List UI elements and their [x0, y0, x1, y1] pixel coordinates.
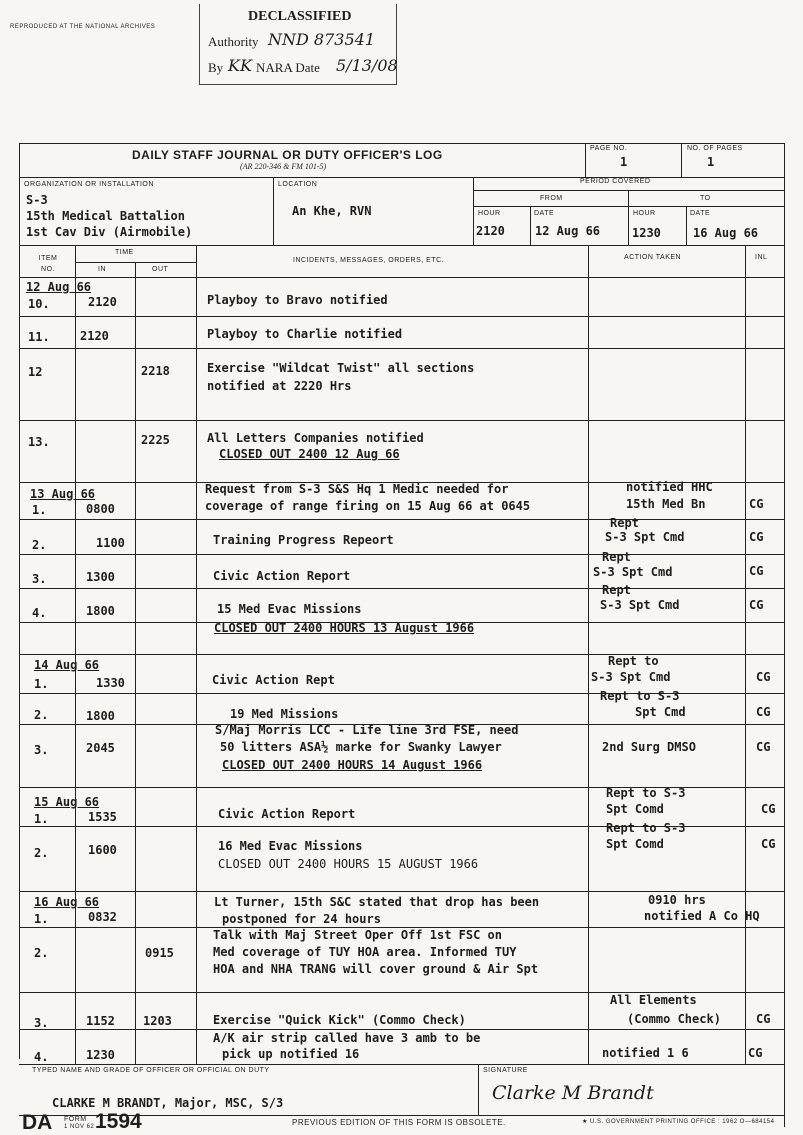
from-date-label: DATE	[534, 210, 555, 217]
incident-text: Playboy to Charlie notified	[207, 327, 403, 341]
obsolete-note: PREVIOUS EDITION OF THIS FORM IS OBSOLETE.	[292, 1118, 506, 1127]
day-header-13-aug: 13 Aug 66	[30, 487, 96, 501]
time-in: 1300	[86, 570, 115, 584]
closed-out-line: CLOSED OUT 2400 HOURS 14 August 1966	[222, 758, 483, 772]
time-out: 1203	[143, 1014, 172, 1028]
action-taken: Rept	[602, 583, 631, 597]
action-taken-cont: Spt Comd	[606, 837, 664, 851]
action-taken: Rept to	[608, 654, 659, 668]
time-in: 0832	[88, 910, 117, 924]
time-in: 1230	[86, 1048, 115, 1062]
action-taken: Rept to S-3	[606, 786, 686, 800]
from-date-value: 12 Aug 66	[535, 224, 601, 238]
by-label: By	[208, 60, 224, 75]
action-taken-cont: notified A Co HQ	[644, 909, 760, 923]
action-taken-cont: S-3 Spt Cmd	[605, 530, 685, 544]
to-hour-value: 1230	[632, 226, 661, 240]
time-in: 1535	[88, 810, 117, 824]
typed-name-value: CLARKE M BRANDT, Major, MSC, S/3	[52, 1096, 284, 1110]
initials: CG	[749, 530, 764, 544]
item-no: 1.	[32, 503, 47, 517]
incident-text-cont: coverage of range firing on 15 Aug 66 at 0645	[205, 499, 531, 513]
initials: CG	[756, 740, 771, 754]
action-taken-cont: Spt Cmd	[635, 705, 686, 719]
incident-text: Exercise "Wildcat Twist" all sections	[207, 361, 475, 375]
initials: CG	[749, 598, 764, 612]
signature: Clarke M Brandt	[492, 1082, 654, 1104]
time-in: 1330	[96, 676, 125, 690]
incident-text: Civic Action Report	[213, 569, 351, 583]
to-date-value: 16 Aug 66	[693, 226, 759, 240]
item-no: 10.	[28, 297, 50, 311]
closed-out-line: CLOSED OUT 2400 HOURS 15 AUGUST 1966	[218, 857, 479, 871]
action-taken-cont: (Commo Check)	[627, 1012, 721, 1026]
day-header-14-aug: 14 Aug 66	[34, 658, 100, 672]
authority-label: Authority	[208, 34, 259, 49]
col-time-header: TIME	[115, 249, 134, 256]
initials: CG	[756, 705, 771, 719]
form-number: 1594	[95, 1110, 142, 1133]
org-label: ORGANIZATION OR INSTALLATION	[24, 181, 154, 188]
authority-value: NND 873541	[268, 30, 375, 49]
initials: CG	[761, 837, 776, 851]
org-line-2: 15th Medical Battalion	[26, 209, 185, 223]
item-no: 3.	[32, 572, 47, 586]
item-no: 2.	[34, 846, 49, 860]
period-label: PERIOD COVERED	[580, 178, 651, 185]
time-out: 0915	[145, 946, 174, 960]
action-taken: Rept	[610, 516, 639, 530]
typed-name-label: TYPED NAME AND GRADE OF OFFICER OR OFFICIAL ON DUTY	[32, 1067, 270, 1074]
location-label: LOCATION	[278, 181, 318, 188]
col-incidents-header: INCIDENTS, MESSAGES, ORDERS, ETC.	[293, 257, 445, 264]
initials: CG	[756, 1012, 771, 1026]
initials: CG	[748, 1046, 763, 1060]
col-inl-header: INL	[755, 254, 768, 261]
action-taken: notified 1 6	[602, 1046, 689, 1060]
incident-text: All Letters Companies notified	[207, 431, 424, 445]
form-sub-label: FORM	[64, 1116, 87, 1123]
item-no: 3.	[34, 1016, 49, 1030]
time-in: 2120	[88, 295, 117, 309]
item-no: 12	[28, 365, 43, 379]
day-header-15-aug: 15 Aug 66	[34, 795, 100, 809]
incident-text: Exercise "Quick Kick" (Commo Check)	[213, 1013, 466, 1027]
incident-text: Civic Action Report	[218, 807, 356, 821]
time-in: 2120	[80, 329, 109, 343]
incident-text: A/K air strip called have 3 amb to be	[213, 1031, 481, 1045]
initials: CG	[756, 670, 771, 684]
time-out: 2225	[141, 433, 170, 447]
action-taken-cont: Spt Comd	[606, 802, 664, 816]
incident-text: Playboy to Bravo notified	[207, 293, 388, 307]
incident-text: 15 Med Evac Missions	[217, 602, 362, 616]
item-no: 11.	[28, 330, 50, 344]
item-no: 1.	[34, 812, 49, 826]
location-value: An Khe, RVN	[292, 204, 372, 218]
to-date-label: DATE	[690, 210, 711, 217]
action-taken: Rept to S-3	[600, 689, 680, 703]
col-item-header: ITEM NO.	[38, 255, 58, 273]
printing-office-note: ★ U.S. GOVERNMENT PRINTING OFFICE : 1962 O—684154	[582, 1119, 775, 1125]
incident-text: 16 Med Evac Missions	[218, 839, 363, 853]
time-out: 2218	[141, 364, 170, 378]
from-hour-label: HOUR	[478, 210, 501, 217]
incident-text-cont: postponed for 24 hours	[222, 912, 381, 926]
item-no: 2.	[34, 946, 49, 960]
no-of-pages-label: NO. OF PAGES	[687, 145, 743, 152]
to-label: TO	[700, 195, 711, 202]
time-in: 2045	[86, 741, 115, 755]
time-in: 1800	[86, 709, 115, 723]
reproduced-note: REPRODUCED AT THE NATIONAL ARCHIVES	[10, 24, 156, 30]
col-action-header: ACTION TAKEN	[624, 254, 682, 261]
incident-text-cont: pick up notified 16	[222, 1047, 360, 1061]
action-taken: 2nd Surg DMSO	[602, 740, 696, 754]
incident-text-cont: Med coverage of TUY HOA area. Informed TUY	[213, 945, 517, 959]
incident-text: 19 Med Missions	[230, 707, 339, 721]
action-taken: Rept	[602, 550, 631, 564]
action-taken: 0910 hrs	[648, 893, 706, 907]
closed-out-line: CLOSED OUT 2400 HOURS 13 August 1966	[214, 621, 475, 635]
initials: CG	[749, 497, 764, 511]
incident-text-cont: notified at 2220 Hrs	[207, 379, 352, 393]
time-in: 1600	[88, 843, 117, 857]
action-taken: notified HHC	[626, 480, 713, 494]
by-value: KK	[228, 56, 252, 75]
form-date-label: 1 NOV 62	[64, 1124, 95, 1130]
page-no-value: 1	[620, 155, 628, 169]
incident-text: Civic Action Rept	[212, 673, 335, 687]
item-no: 1.	[34, 677, 49, 691]
incident-text: Lt Turner, 15th S&C stated that drop has been	[214, 895, 540, 909]
time-in: 1152	[86, 1014, 115, 1028]
col-in-header: IN	[98, 266, 106, 273]
nara-date-value: 5/13/08	[336, 56, 398, 75]
declassified-label: DECLASSIFIED	[248, 9, 352, 24]
form-title: DAILY STAFF JOURNAL OR DUTY OFFICER'S LOG	[132, 148, 443, 162]
time-in: 1800	[86, 604, 115, 618]
incident-text: Training Progress Repeort	[213, 533, 394, 547]
item-no: 1.	[34, 912, 49, 926]
action-taken: Rept to S-3	[606, 821, 686, 835]
incident-text: Talk with Maj Street Oper Off 1st FSC on	[213, 928, 502, 942]
no-of-pages-value: 1	[707, 155, 715, 169]
incident-text: Request from S-3 S&S Hq 1 Medic needed for	[205, 482, 509, 496]
incident-text: S/Maj Morris LCC - Life line 3rd FSE, need	[215, 723, 519, 737]
item-no: 2.	[32, 538, 47, 552]
to-hour-label: HOUR	[633, 210, 656, 217]
item-no: 4.	[34, 1050, 49, 1064]
item-no: 3.	[34, 743, 49, 757]
action-taken-cont: S-3 Spt Cmd	[600, 598, 680, 612]
action-taken-cont: S-3 Spt Cmd	[591, 670, 671, 684]
day-header-12-aug: 12 Aug 66	[26, 280, 92, 294]
time-in: 1100	[96, 536, 125, 550]
item-no: 2.	[34, 708, 49, 722]
nara-date-label: NARA Date	[256, 60, 320, 75]
day-header-16-aug: 16 Aug 66	[34, 895, 100, 909]
item-no: 4.	[32, 606, 47, 620]
initials: CG	[749, 564, 764, 578]
signature-label: SIGNATURE	[483, 1067, 528, 1074]
org-line-1: S-3	[26, 193, 48, 207]
action-taken-cont: 15th Med Bn	[626, 497, 706, 511]
form-da-label: DA	[22, 1111, 53, 1134]
incident-text-cont: 50 litters ASA½ marke for Swanky Lawyer	[220, 740, 502, 754]
org-line-3: 1st Cav Div (Airmobile)	[26, 225, 193, 239]
form-subtitle: (AR 220-346 & FM 101-5)	[240, 162, 327, 171]
incident-text-cont-2: HOA and NHA TRANG will cover ground & Air Spt	[213, 962, 539, 976]
time-in: 0800	[86, 502, 115, 516]
action-taken: All Elements	[610, 993, 697, 1007]
page-no-label: PAGE NO.	[590, 145, 628, 152]
action-taken-cont: S-3 Spt Cmd	[593, 565, 673, 579]
from-hour-value: 2120	[476, 224, 505, 238]
item-no: 13.	[28, 435, 50, 449]
col-out-header: OUT	[152, 266, 169, 273]
initials: CG	[761, 802, 776, 816]
closed-out-line: CLOSED OUT 2400 12 Aug 66	[219, 447, 400, 461]
from-label: FROM	[540, 195, 563, 202]
